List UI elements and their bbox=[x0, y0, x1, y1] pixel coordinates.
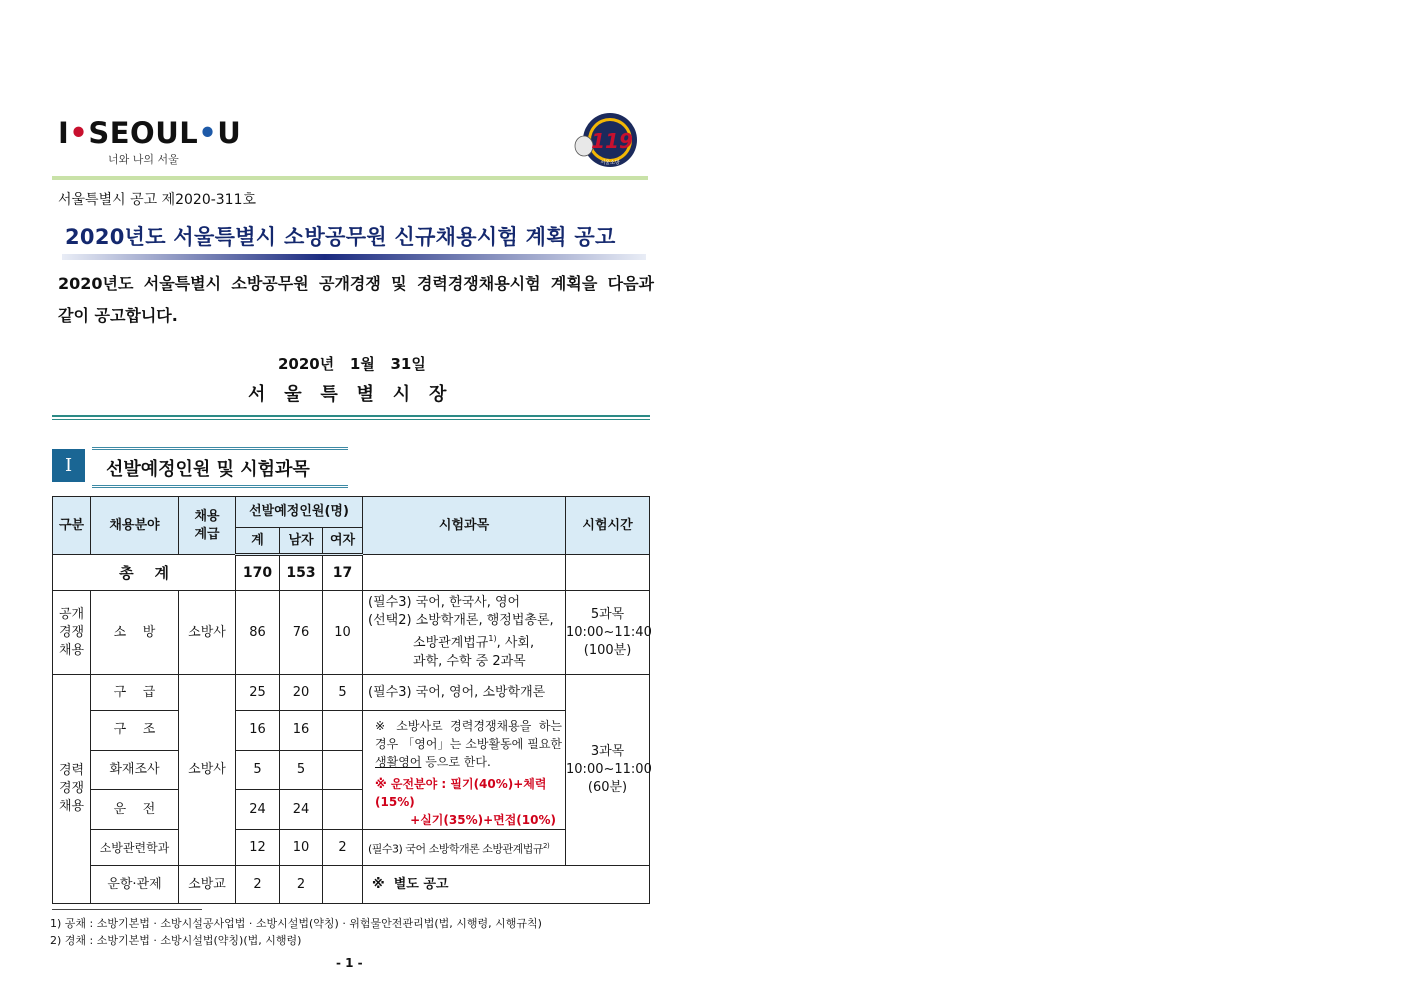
career-grade: 소방사 bbox=[179, 675, 236, 866]
section-title: 선발예정인원 및 시험과목 bbox=[106, 459, 310, 480]
career-row-fire-major: 소방관련학과 12 10 2 (필수3) 국어 소방학개론 소방관계법규$^{2)}$ bbox=[53, 830, 650, 866]
signer: 서 울 특 별 시 장 bbox=[248, 384, 447, 405]
title-underline bbox=[62, 254, 646, 260]
open-time: 5과목 10:00~11:40 (100분) bbox=[566, 591, 650, 675]
grand-total-male: 153 bbox=[280, 555, 323, 591]
open-female: 10 bbox=[323, 591, 363, 675]
grand-total-row bbox=[53, 555, 650, 591]
intro-line-2: 같이 공고합니다. bbox=[58, 306, 178, 325]
career-field-ems: 구 급 bbox=[91, 675, 179, 711]
page-number: - 1 - bbox=[336, 956, 363, 970]
header-divider bbox=[52, 176, 648, 180]
career-row-ops: 운항·관제 소방교 2 2 ※ 별도 공고 bbox=[53, 866, 650, 904]
logo-tagline: 너와 나의 서울 bbox=[108, 153, 179, 166]
english-note: ※ 소방사로 경력경쟁채용을 하는 경우 「영어」는 소방활동에 필요한 생활영어 등으로 한다. bbox=[375, 719, 563, 769]
emblem-label: 서울소방 bbox=[600, 160, 620, 166]
career-notes bbox=[363, 711, 566, 830]
open-subject-line-4: 과학, 수학 중 2과목 bbox=[413, 653, 526, 669]
header-total: 계 bbox=[236, 528, 280, 555]
open-subject-line-3: 소방관계법규$^{1)}$, 사회, bbox=[413, 634, 535, 651]
career-field-investigation: 화재조사 bbox=[91, 750, 179, 790]
career-subjects-major: (필수3) 국어 소방학개론 소방관계법규$^{2)}$ bbox=[363, 830, 566, 866]
open-competition-row bbox=[53, 591, 650, 675]
header-quota: 선발예정인원(명) bbox=[236, 497, 363, 528]
emblem-number: 119 bbox=[591, 129, 633, 153]
career-row-rescue: 구 조 16 16 ※ 소방사로 경력경쟁채용을 하는 경우 「영어」는 소방활동에 필요한 생활영어 등으로 한다. ※ 운전분야 : 필기(40%)+체력(15%) +실기(35%)+면접(10%) bbox=[53, 711, 650, 751]
notice-date: 2020년 1월 31일 bbox=[278, 355, 426, 373]
open-male: 76 bbox=[280, 591, 323, 675]
fire-services-emblem-icon bbox=[572, 110, 644, 170]
header-male: 남자 bbox=[280, 528, 323, 555]
open-subject-line-1: (필수3) 국어, 한국사, 영어 bbox=[368, 595, 521, 611]
career-subjects-main: (필수3) 국어, 영어, 소방학개론 bbox=[363, 675, 566, 711]
grand-total-label: 총 계 bbox=[53, 555, 236, 591]
career-field-ops: 운항·관제 bbox=[91, 866, 179, 904]
career-row-fire-investigation: 화재조사 5 5 bbox=[53, 750, 650, 790]
section-divider-bottom bbox=[52, 419, 650, 420]
footnote-divider bbox=[52, 909, 202, 910]
notice-number: 서울특별시 공고 제2020-311호 bbox=[58, 192, 257, 208]
career-time: 3과목 10:00~11:00 (60분) bbox=[566, 675, 650, 866]
ops-subjects: ※ 별도 공고 bbox=[363, 866, 650, 904]
table-header-row-1 bbox=[53, 497, 650, 528]
career-grade-ops: 소방교 bbox=[179, 866, 236, 904]
grand-total-total: 170 bbox=[236, 555, 280, 591]
logo-letter-u: U bbox=[217, 116, 242, 150]
career-field-driving: 운 전 bbox=[91, 790, 179, 830]
header-subjects: 시험과목 bbox=[363, 497, 566, 555]
recruitment-table bbox=[52, 496, 650, 904]
seoul-brand-logo: I•SEOUL•U bbox=[58, 116, 242, 150]
open-total: 86 bbox=[236, 591, 280, 675]
header-field: 채용분야 bbox=[91, 497, 179, 555]
header-grade: 채용 계급 bbox=[179, 497, 236, 555]
grand-total-female: 17 bbox=[323, 555, 363, 591]
open-subject-line-2: (선택2) 소방학개론, 행정법총론, bbox=[368, 613, 554, 629]
career-field-major: 소방관련학과 bbox=[91, 830, 179, 866]
open-grade: 소방사 bbox=[179, 591, 236, 675]
open-subjects bbox=[363, 591, 566, 675]
logo-word-seoul: SEOUL bbox=[88, 116, 199, 150]
section-heading bbox=[92, 447, 348, 488]
driving-note-1: ※ 운전분야 : 필기(40%)+체력(15%) bbox=[375, 777, 547, 809]
driving-note-2: +실기(35%)+면접(10%) bbox=[410, 813, 557, 827]
header-female: 여자 bbox=[323, 528, 363, 555]
footnote-1: 1) 공채 : 소방기본법 · 소방시설공사업법 · 소방시설법(약칭) · 위험물안전관리법(법, 시행령, 시행규칙) bbox=[50, 917, 542, 930]
career-type: 경력 경쟁 채용 bbox=[53, 675, 91, 904]
header-time: 시험시간 bbox=[566, 497, 650, 555]
career-field-rescue: 구 조 bbox=[91, 711, 179, 751]
section-number: I bbox=[52, 449, 85, 482]
intro-line-1: 2020년도 서울특별시 소방공무원 공개경쟁 및 경력경쟁채용시험 계획을 다음과 bbox=[58, 274, 654, 293]
career-row-ems: 경력 경쟁 채용 구 급 소방사 25 20 5 (필수3) 국어, 영어, 소방학개론 3과목 10:00~11:00 (60분) bbox=[53, 675, 650, 711]
page-title: 2020년도 서울특별시 소방공무원 신규채용시험 계획 공고 bbox=[65, 225, 616, 249]
section-divider-top bbox=[52, 415, 650, 417]
open-field: 소 방 bbox=[91, 591, 179, 675]
logo-letter-i: I bbox=[58, 116, 70, 150]
career-row-driving: 운 전 24 24 bbox=[53, 790, 650, 830]
header-type: 구분 bbox=[53, 497, 91, 555]
footnote-2: 2) 경채 : 소방기본법 · 소방시설법(약칭)(법, 시행령) bbox=[50, 934, 302, 947]
open-type: 공개 경쟁 채용 bbox=[53, 591, 91, 675]
